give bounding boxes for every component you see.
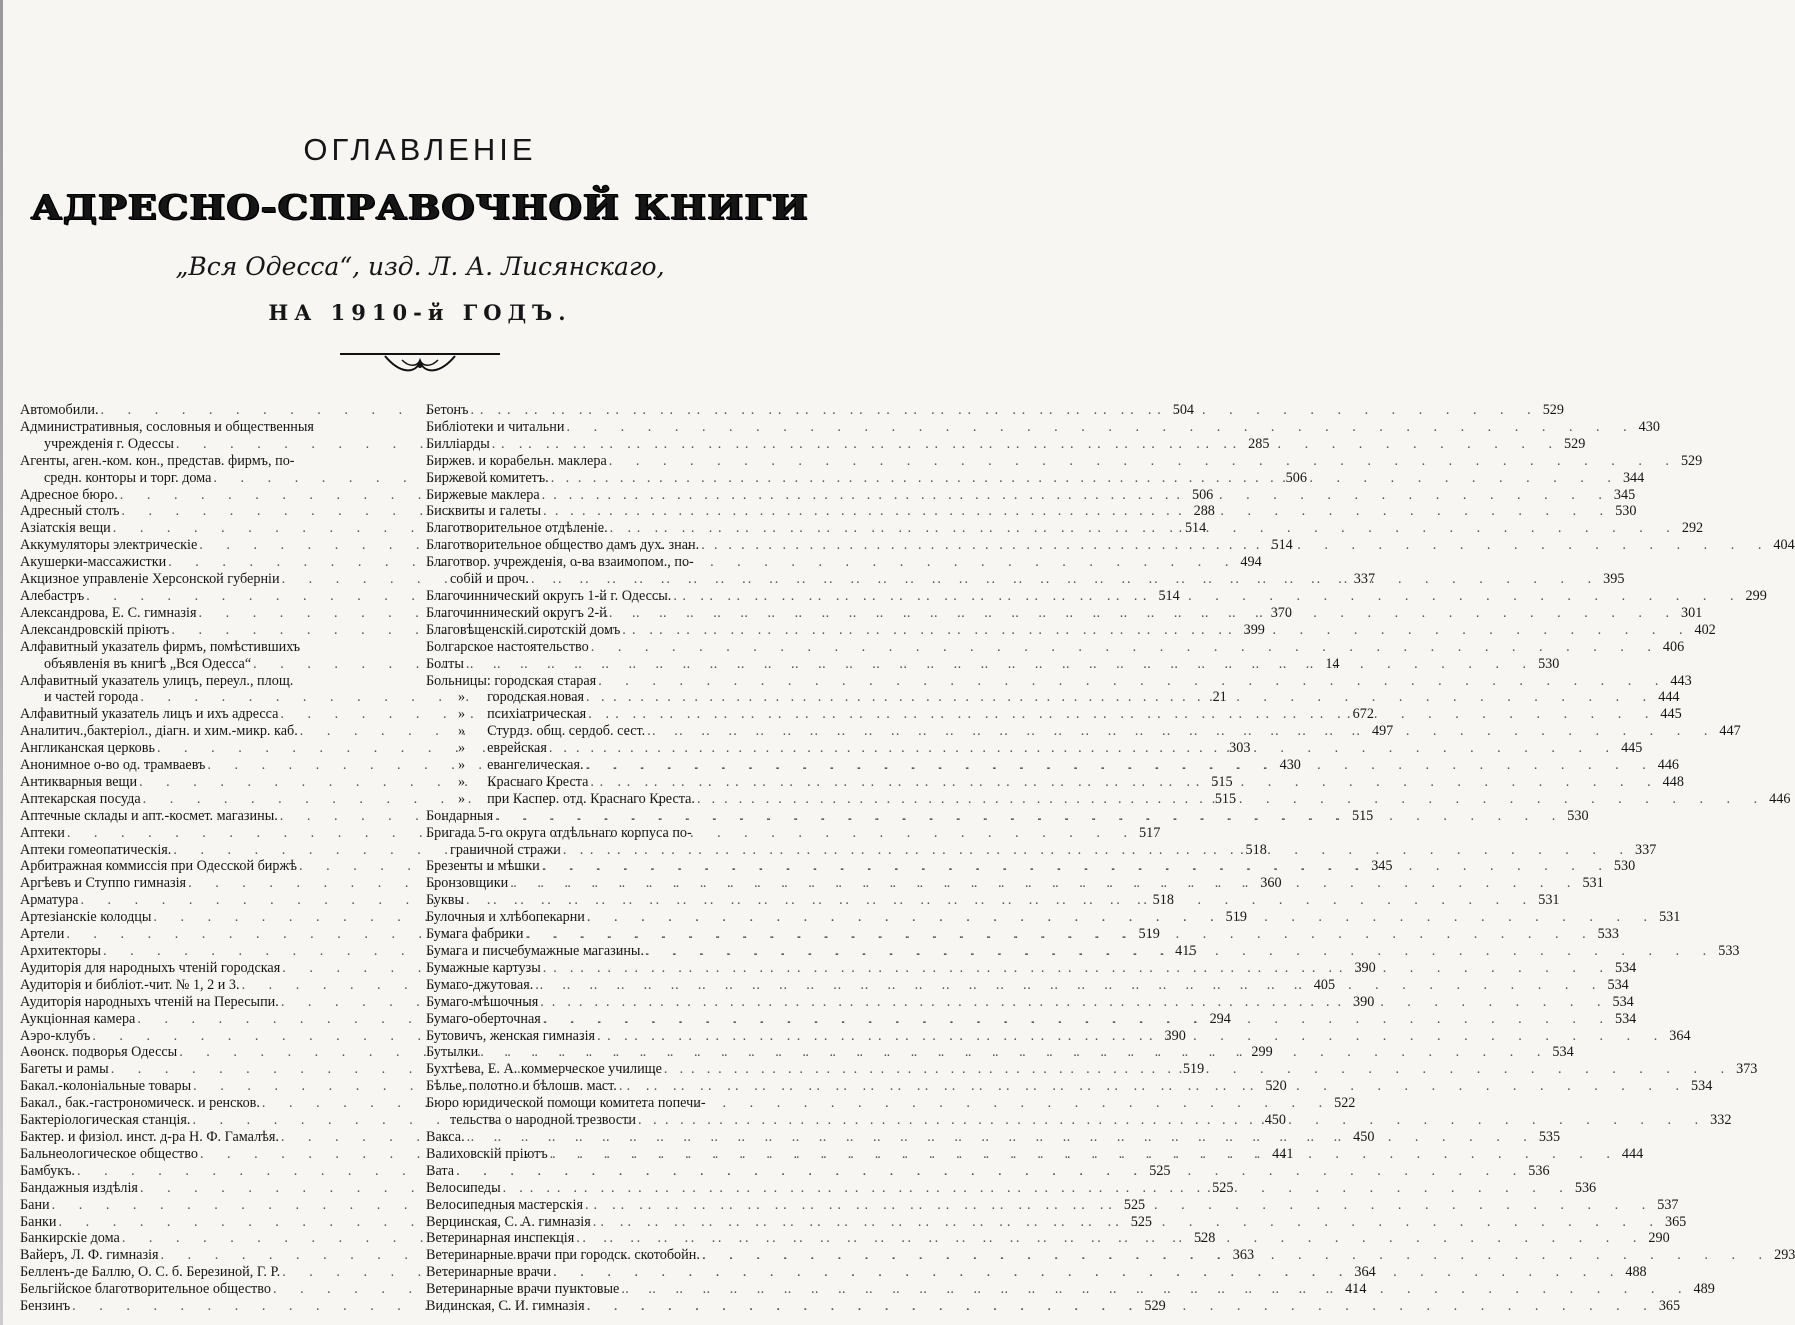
index-entry-name: объявленія въ книгѣ „Вся Одесса“	[44, 655, 252, 672]
index-entry-page: 525	[1130, 1213, 1153, 1230]
dot-leader	[563, 842, 1633, 859]
index-entry-page: 448	[1662, 773, 1684, 790]
heading-publisher: „Вся Одесса“, изд. Л. А. Лисянскаго,	[175, 252, 665, 281]
index-entry-page: 285	[1248, 435, 1270, 452]
index-entry-page: 515	[1351, 807, 1374, 824]
index-entry-name: Ветеринарные врачи пунктовые	[426, 1281, 620, 1298]
index-entry-name: Верцинская, С. А. гимназія	[426, 1213, 591, 1230]
index-entry-name: Архитекторы	[20, 943, 101, 959]
index-entry-name: Александрова, Е. С. гимназія	[20, 604, 197, 621]
index-entry-page: 365	[1658, 1298, 1681, 1315]
index-entry-name: Бюро юридической помощи комитета попечи-	[426, 1095, 706, 1112]
index-entry-name: Велосипеды	[426, 1179, 501, 1196]
dot-leader	[549, 740, 1619, 757]
index-entry-page: 415	[1175, 943, 1197, 959]
index-entry-page: 530	[1615, 503, 1637, 520]
index-entry-page: 514	[1271, 537, 1293, 554]
index-entry-name: Бетонъ	[426, 402, 469, 418]
index-entry-page: 530	[1613, 858, 1636, 875]
index-entry-name: Булочныя и хлѣбопекарни	[426, 909, 585, 926]
index-entry-name: Аптеки	[20, 824, 65, 841]
index-entry-name: Бутылки	[426, 1044, 479, 1061]
index-entry-page: 404	[1773, 537, 1795, 554]
dot-leader	[585, 1197, 1655, 1214]
index-entry-name: Бригада 5-го округа отдѣльнаго корпуса по-	[426, 824, 692, 841]
dot-leader	[576, 1230, 1646, 1247]
index-entry-page: 534	[1612, 993, 1634, 1010]
index-entry-name: Буквы	[426, 892, 465, 909]
index-entry-page: 518	[1245, 841, 1267, 858]
ornament-divider-icon	[340, 348, 500, 378]
index-entry-page: 294	[1209, 1010, 1231, 1027]
index-entry-page: 299	[1251, 1044, 1273, 1061]
index-entry-name: Бумага фабрики	[426, 926, 524, 943]
index-entry	[20, 639, 413, 656]
index-entry-name: Анонимное о-во од. трамваевъ	[20, 757, 206, 774]
index-entry-name: Азіатскія вещи	[20, 520, 111, 537]
index-entry-name: Аптекарская посуда	[20, 790, 141, 807]
index-entry-page: 529	[1680, 452, 1703, 469]
dot-leader	[503, 1180, 1573, 1197]
index-entry-page: 531	[1659, 909, 1681, 926]
dot-leader	[647, 723, 1717, 740]
index-entry-page: 301	[1681, 604, 1703, 621]
index-entry-page: 445	[1621, 740, 1643, 757]
dot-leader	[470, 402, 1540, 419]
index-entry-page: 533	[1597, 926, 1619, 943]
index-entry-name: Ветеринарные врачи при городск. скотобойн.	[426, 1247, 700, 1264]
index-entry	[426, 672, 1692, 690]
index-entry-page: 504	[1172, 402, 1195, 418]
dot-leader	[609, 453, 1679, 470]
index-entry-page: 446	[1657, 757, 1680, 774]
index-entry-page: 519	[1182, 1061, 1205, 1078]
index-entry-name: Аудиторія для народныхъ чтеній городская	[20, 959, 281, 976]
index-entry-name: Административныя, сословныя и общественныя	[20, 418, 314, 435]
dot-leader	[610, 520, 1680, 537]
index-entry-page: 534	[1614, 1010, 1637, 1027]
index-entry-name: учрежденія г. Одессы	[44, 435, 174, 452]
index-entry-page: 441	[1272, 1145, 1294, 1162]
dot-leader	[543, 503, 1613, 520]
index-entry-name: Ветеринарные врачи	[426, 1264, 552, 1281]
index-entry-page: 373	[1736, 1061, 1758, 1078]
index-entry-page: 528	[1194, 1230, 1216, 1247]
index-entry-name: Акушерки-массажистки	[20, 554, 167, 571]
index-entry-page: 489	[1693, 1281, 1715, 1298]
index-entry-name: Бакал., бак.-гастрономическ. и ренсков.	[20, 1095, 260, 1112]
index-entry-page: 290	[1648, 1230, 1670, 1247]
dot-leader	[588, 706, 1658, 723]
index-entry-page: 405	[1313, 976, 1336, 993]
heading-year: НА 1910-й ГОДЪ.	[268, 300, 572, 325]
index-entry-name: Благочиннический округъ 2-й	[426, 604, 607, 621]
index-entry-name: Валиховскій пріютъ	[426, 1145, 548, 1162]
index-entry	[426, 638, 1685, 656]
index-entry-name: Аккумуляторы электрическіе	[20, 537, 198, 554]
dot-leader	[540, 994, 1610, 1011]
index-entry-name: граничной стражи	[450, 841, 561, 858]
index-entry-name: Ветеринарная инспекція	[426, 1230, 575, 1247]
index-entry-name: Биржевой комитетъ.	[426, 469, 549, 486]
index-entry-page: 360	[1260, 875, 1282, 892]
index-entry-name: Бѣлье, полотно и бѣлошв. маст.	[426, 1078, 617, 1095]
index-entry-page: 299	[1745, 587, 1767, 604]
heading-book-title-text: АДРЕСНО-СПРАВОЧНОЙ КНИГИ	[31, 188, 809, 228]
dot-leader	[587, 1298, 1657, 1315]
index-entry-page: 344	[1622, 469, 1645, 486]
index-entry-page: 363	[1232, 1247, 1255, 1264]
index-entry-name: Артезіанскіе колодцы	[20, 909, 152, 926]
index-entry-name: Алфавитный указатель фирмъ, помѣстившихъ	[20, 638, 301, 655]
index-entry-page: 672	[1352, 706, 1374, 723]
index-entry-page: 530	[1567, 807, 1589, 824]
index-entry-name: Бумаго-оберточная	[426, 1010, 541, 1027]
dot-leader	[531, 571, 1601, 588]
index-entry-name: Бельгійское благотворительное общество	[20, 1281, 271, 1298]
index-entry	[426, 554, 822, 571]
index-entry-page: 529	[1542, 402, 1564, 418]
index-entry	[426, 1095, 822, 1112]
index-entry-name: Бактер. и физіол. инст. д-ра Н. Ф. Гамалѣя.	[20, 1128, 279, 1145]
index-entry-name: Биржев. и корабельн. маклера	[426, 452, 607, 469]
index-entry-name: Банкирскіе дома	[20, 1230, 120, 1247]
index-entry-page: 519	[1138, 926, 1160, 943]
index-entry-name: Бухтѣева, Е. А. коммерческое училище	[426, 1061, 662, 1078]
index-entry-name: Бутовичъ, женская гимназія	[426, 1027, 596, 1044]
index-entry-page: 390	[1164, 1027, 1186, 1044]
index-entry-page: 14	[1325, 655, 1340, 672]
dot-leader	[598, 673, 1668, 690]
index-entry-name: Библіотеки и читальни	[426, 418, 565, 435]
dot-leader	[542, 858, 1612, 875]
index-entry-page: 390	[1353, 993, 1375, 1010]
index-entry-page: 365	[1664, 1213, 1687, 1230]
index-entry-page: 450	[1353, 1128, 1375, 1145]
index-entry-name: Аптечные склады и апт.-космет. магазины.	[20, 807, 278, 824]
index-entry-page: 515	[1214, 790, 1237, 807]
index-entry-page: 447	[1719, 723, 1741, 740]
dot-leader	[495, 808, 1565, 825]
index-entry-page: 430	[1638, 418, 1660, 435]
index-entry-name: Бисквиты и галеты	[426, 503, 541, 520]
index-entry-name: » Стурдз. общ. сердоб. сест.	[426, 723, 645, 740]
index-entry-page: 446	[1769, 790, 1791, 807]
dot-leader	[593, 1214, 1663, 1231]
dot-leader	[492, 436, 1562, 453]
index-entry	[426, 452, 1703, 470]
index-entry-name: Бронзовщики	[426, 875, 509, 892]
index-entry-name: Билліарды	[426, 435, 490, 452]
index-entry-name: » при Каспер. отд. Краснаго Креста.	[426, 791, 695, 808]
index-entry-page: 536	[1574, 1179, 1597, 1196]
index-entry-name: Бумаго-мѣшочныя	[426, 993, 539, 1010]
index-entry-name: Благочиннический округъ 1-й г. Одессы.	[426, 587, 672, 604]
dot-leader	[542, 487, 1612, 504]
index-entry-name: Белленъ-де Баллю, О. С. б. Березиной, Г. Р.	[20, 1264, 281, 1281]
index-entry	[20, 673, 413, 690]
index-entry-name: Банки	[20, 1213, 57, 1230]
index-entry-name: Арбитражная коммиссія при Одесской биржѣ	[20, 858, 297, 875]
index-entry-page: 21	[1212, 689, 1227, 706]
index-entry-name: средн. конторы и торг. дома	[44, 469, 212, 486]
heading-book-title	[0, 188, 890, 228]
index-entry-name: Автомобили.	[20, 402, 99, 418]
dot-leader	[535, 977, 1605, 994]
index-entry	[426, 825, 822, 842]
index-entry-name: Адресное бюро.	[20, 486, 118, 503]
index-entry-name: тельства о народной трезвости	[450, 1112, 636, 1129]
index-entry-name: Бактеріологическая станція.	[20, 1112, 191, 1129]
index-entry-page: 345	[1613, 486, 1636, 503]
index-entry-page: 395	[1603, 571, 1625, 588]
index-entry-name: Бумаго-джутовая.	[426, 976, 534, 993]
index-entry-page: 444	[1658, 689, 1680, 706]
index-entry-name: Аудиторія и библіот.-чит. № 1, 2 и 3.	[20, 976, 240, 993]
dot-leader	[586, 689, 1656, 706]
index-entry-page: 450	[1264, 1112, 1286, 1129]
dot-leader	[480, 1044, 1550, 1061]
index-entry-name: » Краснаго Креста	[426, 774, 588, 791]
dot-leader	[664, 1061, 1734, 1078]
dot-leader	[587, 909, 1657, 926]
index-entry-page: 534	[1691, 1078, 1713, 1095]
index-entry-page: 414	[1345, 1281, 1367, 1298]
index-entry-name: » психіатрическая	[426, 706, 586, 723]
index-entry-page: 370	[1270, 604, 1292, 621]
index-entry-page: 525	[1149, 1162, 1171, 1179]
dot-leader	[622, 622, 1692, 639]
index-entry-page: 406	[1662, 638, 1685, 655]
dot-leader	[566, 419, 1636, 436]
index-entry-page: 364	[1669, 1027, 1691, 1044]
index-entry-name: Бумажные картузы	[426, 959, 541, 976]
index-entry-page: 443	[1670, 672, 1692, 689]
index-entry-page: 506	[1191, 486, 1214, 503]
index-entry-name: Вайеръ, Л. Ф. гимназія	[20, 1247, 159, 1264]
dot-leader	[619, 1078, 1689, 1095]
index-entry-page: 519	[1225, 909, 1247, 926]
index-entry-name: Велосипедныя мастерскія	[426, 1196, 584, 1213]
index-entry-page: 402	[1694, 621, 1716, 638]
index-entry-page: 520	[1265, 1078, 1287, 1095]
index-entry-name: Бандажныя издѣлія	[20, 1179, 138, 1196]
index-entry-page: 525	[1123, 1196, 1146, 1213]
index-entry-page: 430	[1279, 757, 1301, 774]
dot-leader	[467, 1129, 1537, 1146]
index-entry-page: 337	[1635, 841, 1657, 858]
index-entry-name: Аналитич.,бактеріол., діагн. и хим.-микр. каб.	[20, 723, 298, 740]
index-entry-name: Вакса.	[426, 1128, 465, 1145]
dot-leader	[697, 791, 1767, 808]
index-entry-page: 515	[1211, 773, 1233, 790]
index-entry-name: Вата	[426, 1162, 455, 1179]
index-entry-page: 288	[1193, 503, 1215, 520]
index-entry-name: Алебастръ	[20, 587, 85, 604]
index-entry-page: 517	[1139, 824, 1161, 841]
index-entry-name: Бальнеологическое общество	[20, 1145, 198, 1162]
index-entry-page: 345	[1371, 858, 1393, 875]
index-entry-name: Александровскій пріютъ	[20, 621, 170, 638]
index-entry-page: 497	[1371, 723, 1394, 740]
index-entry-name: Благотворительное отдѣленіе.	[426, 520, 608, 537]
index-entry-name: Арматура	[20, 892, 79, 909]
dot-leader	[638, 1112, 1708, 1129]
index-entry-name: Благотворительное общество дамъ дух. знан.	[426, 537, 700, 554]
index-entry-name: Аэро-клубъ	[20, 1027, 91, 1044]
index-entry-page: 531	[1582, 875, 1604, 892]
index-entry-name: » городская новая	[426, 689, 584, 706]
index-entry-name: Болгарское настоятельство	[426, 638, 589, 655]
index-entry-name: Больницы: городская старая	[426, 672, 597, 689]
index-entry-name: и частей города	[44, 689, 139, 706]
index-entry-page: 390	[1354, 959, 1376, 976]
index-entry-page: 534	[1614, 959, 1637, 976]
dot-leader	[702, 1247, 1772, 1264]
index-entry-name: Биржевые маклера	[426, 486, 540, 503]
index-entry-page: 444	[1621, 1145, 1644, 1162]
dot-leader	[543, 1011, 1613, 1028]
index-entry-name: » еврейская	[426, 740, 547, 757]
index-entry-name: Болты	[426, 655, 464, 672]
index-entry-name: Агенты, аген.-ком. кон., представ. фирмъ, по-	[20, 452, 295, 469]
dot-leader	[621, 1281, 1691, 1298]
dot-leader	[551, 470, 1621, 487]
index-entry-name: Адресный столъ	[20, 503, 120, 520]
index-entry-page: 364	[1354, 1264, 1376, 1281]
index-entry-name: Аудиторія народныхъ чтеній на Пересыпи.	[20, 993, 279, 1010]
dot-leader	[586, 757, 1656, 774]
index-entry-page: 533	[1718, 943, 1740, 959]
index-entry-name: Акцизное управленіе Херсонской губерніи	[20, 571, 280, 588]
index-entry-page: 535	[1538, 1128, 1561, 1145]
index-entry-page: 525	[1212, 1179, 1234, 1196]
index-entry-name: Благотвор. учрежденія, о-ва взаимопом., по-	[426, 554, 694, 571]
index-entry-name: Алфавитный указатель улицъ, переул., площ.	[20, 672, 294, 689]
index-entry-page: 514	[1184, 520, 1207, 537]
index-entry-name: Англиканская церковь	[20, 740, 155, 757]
index-entry	[20, 419, 413, 436]
dot-leader	[673, 588, 1743, 605]
index-entry-name: Багеты и рамы	[20, 1061, 109, 1078]
index-entry-page: 303	[1229, 740, 1251, 757]
index-entry-page: 337	[1353, 571, 1376, 588]
index-entry-name: Аптеки гомеопатическія.	[20, 841, 172, 858]
index-entry-name: Бумага и писчебумажные магазины.	[426, 943, 645, 959]
index-entry-name: Аргѣевъ и Ступпо гимназія	[20, 875, 187, 892]
index-entry-name: » евангелическая.	[426, 757, 584, 774]
index-entry-name: Благовѣщенскій сиротскій домъ	[426, 621, 621, 638]
index-entry-name: собій и проч.	[450, 571, 529, 588]
index-entry-name: Антикварныя вещи	[20, 773, 138, 790]
dot-leader	[466, 656, 1536, 673]
index-entry-page: 292	[1681, 520, 1704, 537]
index-entry	[426, 418, 1660, 436]
index-entry-name: Бензинъ	[20, 1298, 71, 1315]
index-entry-name: Видинская, С. И. гимназія	[426, 1298, 585, 1315]
index-entry-name: Бани	[20, 1196, 50, 1213]
index-entry-page: 399	[1243, 621, 1265, 638]
dot-leader	[510, 875, 1580, 892]
index-entry-page: 534	[1607, 976, 1629, 993]
dot-leader	[597, 1028, 1667, 1045]
index-entry-name: Аукціонная камера	[20, 1010, 136, 1027]
dot-leader	[609, 605, 1679, 622]
index-entry-page: 530	[1538, 655, 1560, 672]
dot-leader	[701, 537, 1771, 554]
index-entry-page: 522	[1334, 1095, 1356, 1112]
index-entry-name: Аѳонск. подворья Одессы	[20, 1044, 178, 1061]
index-entry-page: 506	[1285, 469, 1307, 486]
index-entry-page: 332	[1710, 1112, 1732, 1129]
dot-leader	[466, 892, 1536, 909]
dot-leader	[590, 774, 1660, 791]
dot-leader	[456, 1163, 1526, 1180]
index-entry-page: 531	[1538, 892, 1560, 909]
index-entry-page: 488	[1625, 1264, 1647, 1281]
index-entry-page: 536	[1528, 1162, 1550, 1179]
dot-leader	[646, 943, 1716, 960]
index-entry-page: 534	[1552, 1044, 1574, 1061]
index-entry-name: Алфавитный указатель лицъ и ихъ адресса	[20, 706, 279, 723]
dot-leader	[550, 1146, 1620, 1163]
index-entry-name: Бамбукъ.	[20, 1162, 75, 1179]
index-entry-name: Брезенты и мѣшки	[426, 858, 540, 875]
index-entry-page: 445	[1660, 706, 1682, 723]
index-entry-name: Бондарныя	[426, 807, 494, 824]
dot-leader	[543, 960, 1613, 977]
index-entry-page: 529	[1564, 435, 1586, 452]
index-entry	[20, 453, 413, 470]
heading-contents: ОГЛАВЛЕНІЕ	[303, 132, 537, 167]
dot-leader	[591, 639, 1661, 656]
index-entry-page: 514	[1158, 587, 1180, 604]
index-entry-name: Бакал.-колоніальные товары	[20, 1078, 192, 1095]
dot-leader	[525, 926, 1595, 943]
index-entry-name: Артели	[20, 926, 65, 943]
index-entry-page: 293	[1774, 1247, 1795, 1264]
index-entry-page: 529	[1144, 1298, 1166, 1315]
index-entry-page: 518	[1152, 892, 1174, 909]
dot-leader	[553, 1264, 1623, 1281]
index-entry-page: 537	[1657, 1196, 1679, 1213]
index-entry-page: 494	[1240, 554, 1262, 571]
